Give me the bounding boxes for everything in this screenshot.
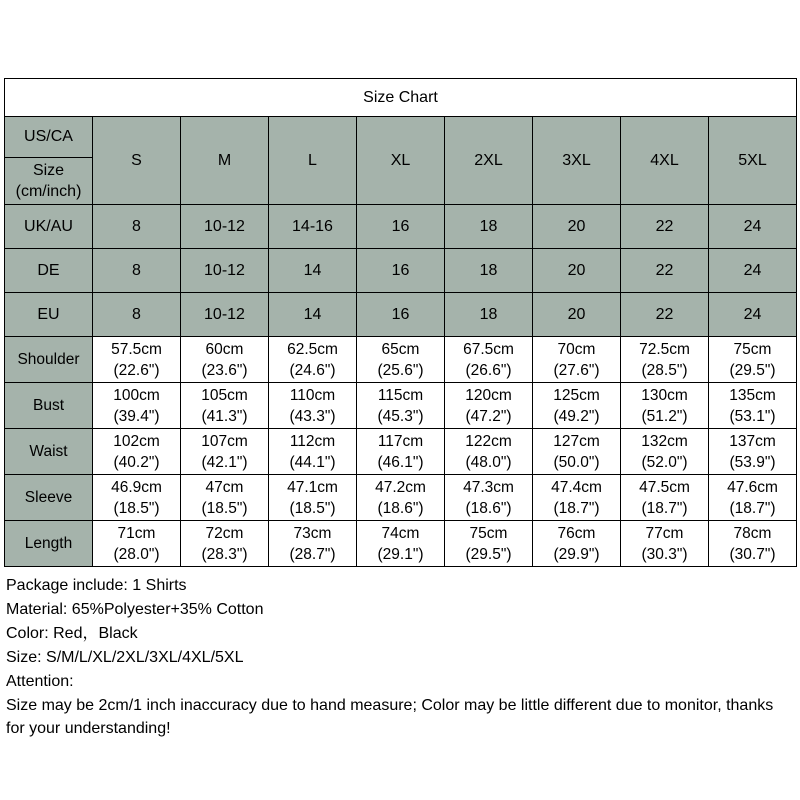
measurement-inch-value: (51.2") (641, 407, 688, 425)
measurement-inch-value: (18.7") (729, 499, 776, 517)
measurement-inch-value: (22.6") (113, 361, 160, 379)
size-header-cell: 5XL (709, 117, 797, 205)
measurement-cm-value: 72cm (205, 524, 244, 542)
measurement-cm-value: 132cm (641, 432, 688, 450)
region-value-cell: 14 (269, 293, 357, 337)
measurement-value-cell (533, 337, 621, 383)
measurement-label: Sleeve (5, 475, 93, 521)
measurement-inch-value: (52.0") (641, 453, 688, 471)
measurement-cm-value: 62.5cm (287, 340, 338, 358)
measurement-cm-value: 77cm (645, 524, 684, 542)
measurement-inch-value: (49.2") (553, 407, 600, 425)
region-label: EU (5, 293, 93, 337)
size-header-cell: 3XL (533, 117, 621, 205)
measurement-inch-value: (24.6") (289, 361, 336, 379)
measurement-inch-value: (47.2") (465, 407, 512, 425)
region-value-cell: 18 (445, 249, 533, 293)
measurement-inch-value: (18.5") (201, 499, 248, 517)
measurement-label: Shoulder (5, 337, 93, 383)
measurement-value-cell (621, 429, 709, 475)
measurement-cm-value: 125cm (553, 386, 600, 404)
measurement-inch-value: (18.5") (113, 499, 160, 517)
measurement-cm-value: 120cm (465, 386, 512, 404)
measurement-inch-value: (18.7") (553, 499, 600, 517)
measurement-value-cell (621, 383, 709, 429)
measurement-cm-value: 47cm (205, 478, 244, 496)
measurement-cm-value: 112cm (289, 432, 336, 450)
measurement-value-cell (621, 475, 709, 521)
measurement-inch-value: (28.0") (113, 545, 160, 563)
measurement-cm-value: 75cm (469, 524, 508, 542)
measurement-cm-value: 67.5cm (463, 340, 514, 358)
measurement-value-cell (357, 429, 445, 475)
measurement-cm-value: 107cm (201, 432, 248, 450)
measurement-inch-value: (18.6") (465, 499, 512, 517)
header-row-top (5, 117, 797, 158)
measurement-cm-value: 47.5cm (639, 478, 690, 496)
measurement-inch-value: (23.6") (201, 361, 248, 379)
measurement-label: Length (5, 521, 93, 567)
measurement-value-cell (709, 337, 797, 383)
measurement-value-cell (181, 337, 269, 383)
note-line: Attention: (6, 673, 74, 690)
measurement-value-cell (533, 429, 621, 475)
measurement-cm-value: 122cm (465, 432, 512, 450)
measurement-cm-value: 117cm (377, 432, 424, 450)
measurement-inch-value: (42.1") (201, 453, 248, 471)
measurement-value-cell (357, 521, 445, 567)
measurement-value-cell (445, 337, 533, 383)
measurement-cm-value: 47.2cm (375, 478, 426, 496)
region-value-cell: 16 (357, 205, 445, 249)
measurement-cm-value: 70cm (557, 340, 596, 358)
measurement-cm-value: 47.1cm (287, 478, 338, 496)
measurement-value-cell (181, 475, 269, 521)
measurement-inch-value: (29.9") (553, 545, 600, 563)
measurement-inch-value: (27.6") (553, 361, 600, 379)
measurement-label: Waist (5, 429, 93, 475)
region-value-cell: 8 (93, 293, 181, 337)
region-value-cell: 20 (533, 205, 621, 249)
measurement-value-cell (445, 383, 533, 429)
region-value-cell: 14 (269, 249, 357, 293)
region-value-cell: 22 (621, 205, 709, 249)
measurement-value-cell (709, 521, 797, 567)
measurement-cm-value: 127cm (553, 432, 600, 450)
measurement-value-cell (357, 383, 445, 429)
size-header-cell: M (181, 117, 269, 205)
measurement-inch-value: (28.5") (641, 361, 688, 379)
measurement-value-cell (93, 475, 181, 521)
header-size-unit-cell (5, 158, 93, 205)
measurement-value-cell (709, 429, 797, 475)
measurement-value-cell (269, 521, 357, 567)
region-value-cell: 18 (445, 293, 533, 337)
region-value-cell: 8 (93, 205, 181, 249)
measurement-inch-value: (48.0") (465, 453, 512, 471)
region-value-cell: 16 (357, 293, 445, 337)
table-title: Size Chart (5, 79, 797, 117)
measurement-inch-value: (53.9") (729, 453, 776, 471)
region-value-cell: 16 (357, 249, 445, 293)
measurement-cm-value: 47.6cm (727, 478, 778, 496)
measurement-row (5, 383, 797, 429)
region-value-cell: 18 (445, 205, 533, 249)
measurement-inch-value: (18.5") (289, 499, 336, 517)
measurement-inch-value: (29.1") (377, 545, 424, 563)
measurement-inch-value: (40.2") (113, 453, 160, 471)
size-chart-table (4, 78, 797, 567)
measurement-inch-value: (28.7") (289, 545, 336, 563)
region-value-cell: 22 (621, 249, 709, 293)
measurement-value-cell (445, 475, 533, 521)
region-label: UK/AU (5, 205, 93, 249)
measurement-value-cell (709, 383, 797, 429)
measurement-value-cell (181, 429, 269, 475)
size-header-cell: XL (357, 117, 445, 205)
measurement-cm-value: 57.5cm (111, 340, 162, 358)
measurement-inch-value: (30.7") (729, 545, 776, 563)
measurement-cm-value: 47.3cm (463, 478, 514, 496)
measurement-value-cell (533, 475, 621, 521)
region-label: DE (5, 249, 93, 293)
measurement-value-cell (93, 429, 181, 475)
region-row (5, 249, 797, 293)
measurement-value-cell (357, 337, 445, 383)
measurement-value-cell (709, 475, 797, 521)
header-size-label: Size (32, 162, 65, 179)
measurement-cm-value: 47.4cm (551, 478, 602, 496)
region-value-cell: 8 (93, 249, 181, 293)
measurement-row (5, 475, 797, 521)
measurement-value-cell (181, 521, 269, 567)
measurement-inch-value: (29.5") (729, 361, 776, 379)
measurement-cm-value: 115cm (377, 386, 424, 404)
note-line: Size may be 2cm/1 inch inaccuracy due to hand measure; Color may be little different due to monitor, thanks for your understanding! (6, 697, 774, 737)
measurement-cm-value: 71cm (117, 524, 156, 542)
measurement-row (5, 429, 797, 475)
measurement-value-cell (269, 475, 357, 521)
measurement-value-cell (269, 429, 357, 475)
note-line: Color: Red，Black (6, 625, 138, 642)
measurement-cm-value: 110cm (289, 386, 336, 404)
measurement-inch-value: (45.3") (377, 407, 424, 425)
measurement-inch-value: (30.3") (641, 545, 688, 563)
measurement-cm-value: 102cm (113, 432, 160, 450)
measurement-cm-value: 73cm (293, 524, 332, 542)
measurement-value-cell (357, 475, 445, 521)
region-value-cell: 10-12 (181, 205, 269, 249)
measurement-inch-value: (43.3") (289, 407, 336, 425)
measurement-inch-value: (25.6") (377, 361, 424, 379)
measurement-value-cell (445, 429, 533, 475)
measurement-inch-value: (50.0") (553, 453, 600, 471)
region-value-cell: 10-12 (181, 249, 269, 293)
size-header-cell: S (93, 117, 181, 205)
header-unit-label: (cm/inch) (15, 183, 82, 200)
measurement-value-cell (93, 337, 181, 383)
region-value-cell: 20 (533, 249, 621, 293)
measurement-cm-value: 100cm (113, 386, 160, 404)
measurement-cm-value: 72.5cm (639, 340, 690, 358)
measurement-value-cell (621, 521, 709, 567)
measurement-value-cell (445, 521, 533, 567)
size-header-cell: 4XL (621, 117, 709, 205)
measurement-cm-value: 60cm (205, 340, 244, 358)
region-value-cell: 20 (533, 293, 621, 337)
region-row (5, 293, 797, 337)
measurement-inch-value: (18.6") (377, 499, 424, 517)
measurement-inch-value: (39.4") (113, 407, 160, 425)
measurement-value-cell (93, 521, 181, 567)
measurement-value-cell (533, 383, 621, 429)
region-value-cell: 24 (709, 293, 797, 337)
note-line: Size: S/M/L/XL/2XL/3XL/4XL/5XL (6, 649, 244, 666)
measurement-row (5, 337, 797, 383)
product-notes (6, 574, 794, 740)
measurement-inch-value: (46.1") (377, 453, 424, 471)
region-value-cell: 14-16 (269, 205, 357, 249)
measurement-cm-value: 75cm (733, 340, 772, 358)
measurement-cm-value: 46.9cm (111, 478, 162, 496)
region-row (5, 205, 797, 249)
region-value-cell: 24 (709, 205, 797, 249)
measurement-value-cell (269, 383, 357, 429)
measurement-cm-value: 135cm (729, 386, 776, 404)
measurement-cm-value: 76cm (557, 524, 596, 542)
header-region-system-label: US/CA (5, 117, 93, 158)
size-header-cell: L (269, 117, 357, 205)
measurement-value-cell (621, 337, 709, 383)
title-row (5, 79, 797, 117)
measurement-inch-value: (44.1") (289, 453, 336, 471)
measurement-cm-value: 137cm (729, 432, 776, 450)
measurement-value-cell (269, 337, 357, 383)
measurement-inch-value: (41.3") (201, 407, 248, 425)
measurement-cm-value: 130cm (641, 386, 688, 404)
region-value-cell: 10-12 (181, 293, 269, 337)
measurement-inch-value: (29.5") (465, 545, 512, 563)
measurement-inch-value: (53.1") (729, 407, 776, 425)
measurement-value-cell (93, 383, 181, 429)
measurement-label: Bust (5, 383, 93, 429)
measurement-cm-value: 105cm (201, 386, 248, 404)
measurement-cm-value: 74cm (381, 524, 420, 542)
region-value-cell: 24 (709, 249, 797, 293)
note-line: Package include: 1 Shirts (6, 577, 187, 594)
measurement-inch-value: (18.7") (641, 499, 688, 517)
measurement-value-cell (533, 521, 621, 567)
note-line: Material: 65%Polyester+35% Cotton (6, 601, 264, 618)
measurement-cm-value: 65cm (381, 340, 420, 358)
measurement-row (5, 521, 797, 567)
measurement-inch-value: (28.3") (201, 545, 248, 563)
measurement-inch-value: (26.6") (465, 361, 512, 379)
measurement-value-cell (181, 383, 269, 429)
region-value-cell: 22 (621, 293, 709, 337)
measurement-cm-value: 78cm (733, 524, 772, 542)
size-header-cell: 2XL (445, 117, 533, 205)
